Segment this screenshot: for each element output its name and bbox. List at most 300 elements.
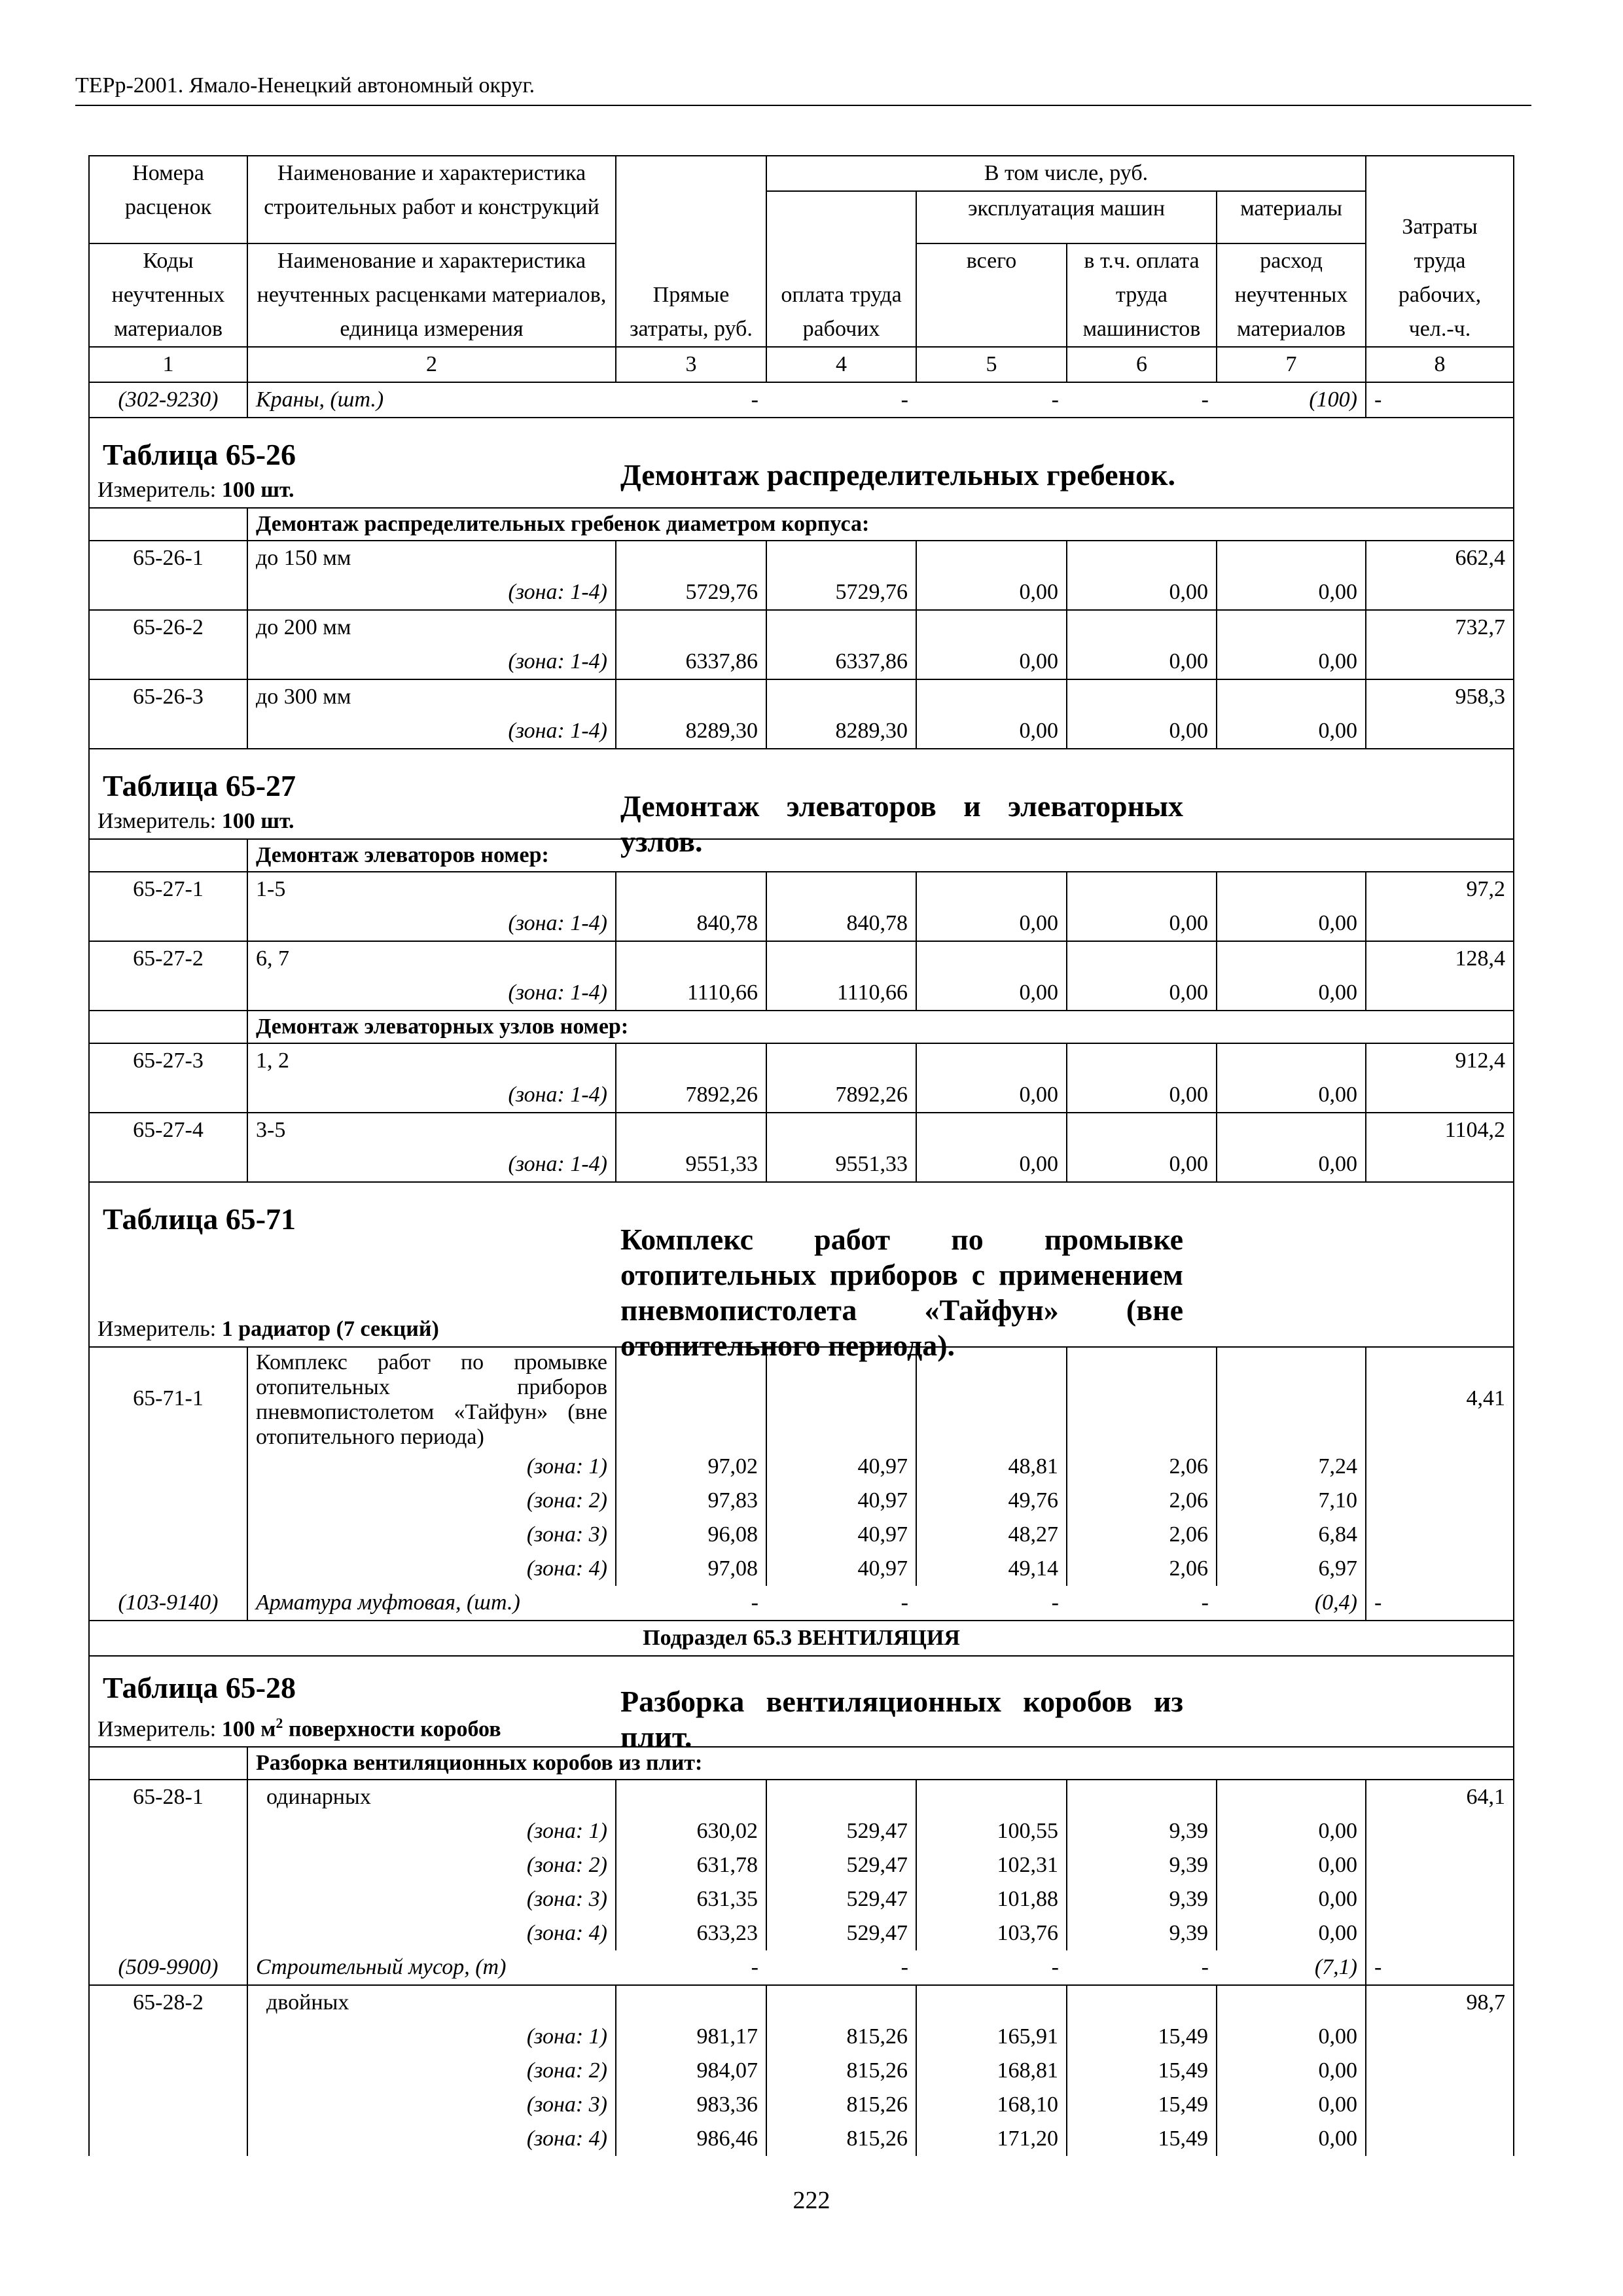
rate-code: 65-27-2 xyxy=(89,941,247,1011)
subsection-title: Подраздел 65.3 ВЕНТИЛЯЦИЯ xyxy=(89,1621,1514,1656)
rate-labor-blank xyxy=(1366,645,1514,679)
measure-value: 100 шт. xyxy=(221,809,294,833)
rate-labor-blank xyxy=(1366,1147,1514,1182)
rate-code: 65-28-2 xyxy=(89,1985,247,2020)
col-num: 7 xyxy=(1217,347,1366,382)
subheading-blank xyxy=(89,839,247,872)
rate-direct: 5729,76 xyxy=(616,575,766,610)
resource-materials: (100) xyxy=(1217,382,1366,418)
rate-operators: 15,49 xyxy=(1067,2088,1217,2122)
resource-row xyxy=(89,1950,1514,1985)
rate-operators: 2,06 xyxy=(1067,1518,1217,1552)
blank-cell xyxy=(1217,541,1366,575)
blank-cell xyxy=(1217,1780,1366,1814)
zone-row xyxy=(89,1882,1514,1916)
resource-code: (302-9230) xyxy=(89,382,247,418)
rate-machines: 0,00 xyxy=(916,645,1067,679)
rate-machines: 48,81 xyxy=(916,1450,1067,1484)
rate-machines: 101,88 xyxy=(916,1882,1067,1916)
subheading-text: Разборка вентиляционных коробов из плит: xyxy=(247,1747,1514,1780)
code-blank xyxy=(89,1882,247,1916)
rate-values-row xyxy=(89,1078,1514,1113)
rate-direct: 8289,30 xyxy=(616,714,766,749)
blank-cell xyxy=(1217,1113,1366,1147)
code-blank xyxy=(89,1450,247,1484)
blank-cell xyxy=(1067,679,1217,714)
blank-cell xyxy=(916,679,1067,714)
header-rule xyxy=(75,105,1531,106)
rate-labor: 1104,2 xyxy=(1366,1113,1514,1147)
rate-row xyxy=(89,610,1514,645)
rate-direct: 97,02 xyxy=(616,1450,766,1484)
rate-materials: 0,00 xyxy=(1217,2054,1366,2088)
table-title-row xyxy=(89,749,1514,804)
table-title: Комплекс работ по промывке отопительных приборов с применением пневмопистолета «Тайфун» (вне отопительного периода). xyxy=(620,1223,1183,1362)
col-labor-pay: оплата труда рабочих xyxy=(766,191,916,347)
rate-direct: 96,08 xyxy=(616,1518,766,1552)
rate-direct: 984,07 xyxy=(616,2054,766,2088)
rate-zone: (зона: 1-4) xyxy=(247,714,616,749)
rate-materials: 0,00 xyxy=(1217,714,1366,749)
blank-cell xyxy=(616,679,766,714)
blank-cell xyxy=(1067,1113,1217,1147)
col-machines: эксплуатация машин xyxy=(916,191,1217,243)
blank-cell xyxy=(766,610,916,645)
rate-direct: 983,36 xyxy=(616,2088,766,2122)
rate-desc: 3-5 xyxy=(247,1113,616,1147)
rate-pay: 840,78 xyxy=(766,906,916,941)
measure-value: 1 радиатор (7 секций) xyxy=(221,1317,439,1341)
rate-operators: 0,00 xyxy=(1067,976,1217,1011)
zone-row xyxy=(89,2088,1514,2122)
subheading-blank xyxy=(89,1011,247,1043)
table-title: Разборка вентиляционных коробов из плит. xyxy=(620,1685,1183,1753)
page-number: 222 xyxy=(793,2187,830,2214)
rate-zone: (зона: 2) xyxy=(247,2054,616,2088)
rate-row xyxy=(89,872,1514,906)
rate-desc: Комплекс работ по промывке отопительных приборов пневмопистолетом «Тайфун» (вне отопительного периода) xyxy=(247,1347,616,1450)
col-num: 4 xyxy=(766,347,916,382)
rate-materials: 0,00 xyxy=(1217,2122,1366,2156)
rate-direct: 7892,26 xyxy=(616,1078,766,1113)
rate-zone: (зона: 1-4) xyxy=(247,976,616,1011)
rate-pay: 40,97 xyxy=(766,1552,916,1586)
rate-materials: 0,00 xyxy=(1217,1814,1366,1848)
rate-materials: 7,10 xyxy=(1217,1484,1366,1518)
rate-machines: 49,76 xyxy=(916,1484,1067,1518)
measure-value: 100 шт. xyxy=(221,478,294,502)
blank-cell xyxy=(916,941,1067,976)
labor-blank xyxy=(1366,2020,1514,2054)
rate-values-row xyxy=(89,1147,1514,1182)
rate-operators: 15,49 xyxy=(1067,2020,1217,2054)
blank-cell xyxy=(1067,610,1217,645)
col-name2: Наименование и характеристика неучтенных расценками материалов, единица измерения xyxy=(247,243,616,347)
rate-labor: 912,4 xyxy=(1366,1043,1514,1078)
rate-zone: (зона: 1-4) xyxy=(247,645,616,679)
rate-zone: (зона: 1) xyxy=(247,2020,616,2054)
code-blank xyxy=(89,2088,247,2122)
rate-values-row xyxy=(89,645,1514,679)
rate-materials: 0,00 xyxy=(1217,2088,1366,2122)
code-blank xyxy=(89,2020,247,2054)
rate-direct: 630,02 xyxy=(616,1814,766,1848)
subheading-text: Демонтаж элеваторных узлов номер: xyxy=(247,1011,1514,1043)
rate-labor: 4,41 xyxy=(1366,1347,1514,1450)
col-incl-operators: в т.ч. оплата труда машинистов xyxy=(1067,243,1217,347)
labor-blank xyxy=(1366,1882,1514,1916)
table-title-row xyxy=(89,1656,1514,1706)
rate-pay: 529,47 xyxy=(766,1916,916,1950)
rate-direct: 986,46 xyxy=(616,2122,766,2156)
blank-cell xyxy=(1217,1043,1366,1078)
rate-operators: 15,49 xyxy=(1067,2122,1217,2156)
rate-pay: 529,47 xyxy=(766,1882,916,1916)
rate-labor: 64,1 xyxy=(1366,1780,1514,1814)
rate-pay: 40,97 xyxy=(766,1450,916,1484)
rate-desc: 1, 2 xyxy=(247,1043,616,1078)
rate-machines: 0,00 xyxy=(916,575,1067,610)
code-blank xyxy=(89,1552,247,1586)
resource-name: Краны, (шт.) xyxy=(247,382,616,418)
resource-machines: - xyxy=(1051,387,1059,412)
resource-code: (509-9900) xyxy=(89,1950,247,1985)
table-name: Таблица 65-26 xyxy=(103,438,296,471)
rate-operators: 9,39 xyxy=(1067,1882,1217,1916)
rate-labor: 97,2 xyxy=(1366,872,1514,906)
labor-blank xyxy=(1366,1450,1514,1484)
rate-machines: 49,14 xyxy=(916,1552,1067,1586)
zone-row xyxy=(89,1916,1514,1950)
rate-zone: (зона: 4) xyxy=(247,1916,616,1950)
rate-machines: 0,00 xyxy=(916,714,1067,749)
rate-machines: 103,76 xyxy=(916,1916,1067,1950)
resource-labor: - xyxy=(1366,1950,1514,1985)
resource-labor: - xyxy=(1366,382,1514,418)
col-num: 6 xyxy=(1067,347,1217,382)
rate-machines: 102,31 xyxy=(916,1848,1067,1882)
resource-operators: - xyxy=(1201,387,1209,412)
rate-labor: 732,7 xyxy=(1366,610,1514,645)
subheading-blank xyxy=(89,508,247,541)
rate-machines: 0,00 xyxy=(916,1147,1067,1182)
rate-zone: (зона: 2) xyxy=(247,1848,616,1882)
subheading-text: Демонтаж распределительных гребенок диаметром корпуса: xyxy=(247,508,1514,541)
rate-materials: 0,00 xyxy=(1217,1078,1366,1113)
rate-machines: 168,10 xyxy=(916,2088,1067,2122)
blank-cell xyxy=(766,872,916,906)
blank-cell xyxy=(1217,679,1366,714)
rate-labor: 958,3 xyxy=(1366,679,1514,714)
rate-materials: 0,00 xyxy=(1217,575,1366,610)
blank-cell xyxy=(1217,1985,1366,2020)
blank-cell xyxy=(616,1113,766,1147)
rate-machines: 48,27 xyxy=(916,1518,1067,1552)
resource-pay: - xyxy=(901,1590,908,1615)
resource-materials: (0,4) xyxy=(1217,1586,1366,1621)
code-blank xyxy=(89,1484,247,1518)
subheading-row xyxy=(89,1011,1514,1043)
rate-operators: 2,06 xyxy=(1067,1450,1217,1484)
resource-machines: - xyxy=(1051,1590,1059,1615)
rate-labor-blank xyxy=(1366,714,1514,749)
resource-row xyxy=(89,382,1514,418)
blank-cell xyxy=(1217,872,1366,906)
blank-cell xyxy=(616,610,766,645)
col-incl: В том числе, руб. xyxy=(766,156,1366,191)
subheading-text: Демонтаж элеваторов номер: xyxy=(247,839,1514,872)
rate-labor: 98,7 xyxy=(1366,1985,1514,2020)
code-blank xyxy=(89,1814,247,1848)
col-num: 8 xyxy=(1366,347,1514,382)
rate-materials: 0,00 xyxy=(1217,1882,1366,1916)
table-title-row xyxy=(89,418,1514,473)
code-blank xyxy=(89,2054,247,2088)
rate-pay: 6337,86 xyxy=(766,645,916,679)
rate-zone: (зона: 1) xyxy=(247,1814,616,1848)
measure-value-tail: поверхности коробов xyxy=(283,1717,501,1742)
rate-row xyxy=(89,1780,1514,1814)
col-num: 5 xyxy=(916,347,1067,382)
rate-machines: 0,00 xyxy=(916,976,1067,1011)
rate-zone: (зона: 1-4) xyxy=(247,906,616,941)
rate-materials: 0,00 xyxy=(1217,1916,1366,1950)
rate-materials: 0,00 xyxy=(1217,976,1366,1011)
zone-row xyxy=(89,1552,1514,1586)
zone-row xyxy=(89,1848,1514,1882)
rate-row xyxy=(89,679,1514,714)
col-rate-numbers: Номера расценок xyxy=(89,156,247,243)
rate-code: 65-27-4 xyxy=(89,1113,247,1182)
zone-row xyxy=(89,2122,1514,2156)
rate-zone: (зона: 3) xyxy=(247,1882,616,1916)
blank-cell xyxy=(766,1043,916,1078)
labor-blank xyxy=(1366,1916,1514,1950)
table-body xyxy=(89,156,1514,2156)
rate-direct: 981,17 xyxy=(616,2020,766,2054)
table-title: Демонтаж распределительных гребенок. xyxy=(620,458,1176,492)
blank-cell xyxy=(616,541,766,575)
header-row xyxy=(89,156,1514,191)
blank-cell xyxy=(1067,872,1217,906)
zone-row xyxy=(89,1450,1514,1484)
blank-cell xyxy=(1217,941,1366,976)
rate-materials: 6,97 xyxy=(1217,1552,1366,1586)
table-title-row xyxy=(89,1182,1514,1312)
resource-machines: - xyxy=(1051,1955,1059,1980)
rate-machines: 0,00 xyxy=(916,1078,1067,1113)
resource-pay: - xyxy=(901,387,908,412)
labor-blank xyxy=(1366,1518,1514,1552)
labor-blank xyxy=(1366,1484,1514,1518)
zone-row xyxy=(89,2020,1514,2054)
blank-cell xyxy=(916,1043,1067,1078)
rate-machines: 0,00 xyxy=(916,906,1067,941)
blank-cell xyxy=(916,1113,1067,1147)
rate-pay: 529,47 xyxy=(766,1848,916,1882)
rate-labor: 662,4 xyxy=(1366,541,1514,575)
resource-operators: - xyxy=(1201,1590,1209,1615)
blank-cell xyxy=(1217,610,1366,645)
table-name: Таблица 65-28 xyxy=(103,1671,296,1704)
col-total: всего xyxy=(916,243,1067,347)
resource-direct: - xyxy=(751,1955,758,1980)
col-num: 3 xyxy=(616,347,766,382)
blank-cell xyxy=(916,872,1067,906)
col-materials: материалы xyxy=(1217,191,1366,243)
rate-pay: 815,26 xyxy=(766,2122,916,2156)
rate-operators: 2,06 xyxy=(1067,1484,1217,1518)
blank-cell xyxy=(1067,941,1217,976)
rate-desc: 1-5 xyxy=(247,872,616,906)
rate-direct: 631,78 xyxy=(616,1848,766,1882)
blank-cell xyxy=(1067,1780,1217,1814)
rate-zone: (зона: 1) xyxy=(247,1450,616,1484)
rate-values-row xyxy=(89,976,1514,1011)
rate-materials: 7,24 xyxy=(1217,1450,1366,1484)
resource-operators: - xyxy=(1201,1955,1209,1980)
labor-blank xyxy=(1366,2122,1514,2156)
col-num: 2 xyxy=(247,347,616,382)
rate-values-row xyxy=(89,714,1514,749)
resource-pay: - xyxy=(901,1955,908,1980)
measure-value: 100 м xyxy=(221,1717,276,1742)
blank-cell xyxy=(766,941,916,976)
rate-pay: 9551,33 xyxy=(766,1147,916,1182)
rate-desc: до 300 мм xyxy=(247,679,616,714)
blank-cell xyxy=(916,1780,1067,1814)
rate-row xyxy=(89,1985,1514,2020)
rate-machines: 168,81 xyxy=(916,2054,1067,2088)
rate-pay: 1110,66 xyxy=(766,976,916,1011)
rate-pay: 7892,26 xyxy=(766,1078,916,1113)
labor-blank xyxy=(1366,1814,1514,1848)
blank-cell xyxy=(616,872,766,906)
labor-blank xyxy=(1366,2088,1514,2122)
rate-zone: (зона: 1-4) xyxy=(247,575,616,610)
rate-operators: 0,00 xyxy=(1067,645,1217,679)
rate-code: 65-27-1 xyxy=(89,872,247,941)
blank-cell xyxy=(916,610,1067,645)
code-blank xyxy=(89,1848,247,1882)
rate-materials: 0,00 xyxy=(1217,906,1366,941)
blank-cell xyxy=(916,541,1067,575)
rate-zone: (зона: 4) xyxy=(247,1552,616,1586)
rate-operators: 0,00 xyxy=(1067,1147,1217,1182)
rate-pay: 40,97 xyxy=(766,1484,916,1518)
rate-pay: 815,26 xyxy=(766,2054,916,2088)
col-name: Наименование и характеристика строительных работ и конструкций xyxy=(247,156,616,243)
rate-code: 65-26-2 xyxy=(89,610,247,679)
rate-direct: 633,23 xyxy=(616,1916,766,1950)
rate-zone: (зона: 2) xyxy=(247,1484,616,1518)
table-name: Таблица 65-27 xyxy=(103,769,296,802)
rate-labor: 128,4 xyxy=(1366,941,1514,976)
table-title: Демонтаж элеваторов и элеваторных узлов. xyxy=(620,789,1183,858)
blank-cell xyxy=(1067,1985,1217,2020)
blank-cell xyxy=(1067,1043,1217,1078)
rate-code: 65-26-1 xyxy=(89,541,247,610)
rate-materials: 0,00 xyxy=(1217,1848,1366,1882)
rate-direct: 9551,33 xyxy=(616,1147,766,1182)
resource-name: Арматура муфтовая, (шт.) xyxy=(247,1586,616,1621)
blank-cell xyxy=(766,679,916,714)
measure-label: Измеритель: xyxy=(98,1717,217,1742)
rate-operators: 15,49 xyxy=(1067,2054,1217,2088)
rate-machines: 165,91 xyxy=(916,2020,1067,2054)
rate-pay: 815,26 xyxy=(766,2088,916,2122)
blank-cell xyxy=(766,1113,916,1147)
rates-table xyxy=(88,155,1514,2156)
rate-materials: 0,00 xyxy=(1217,2020,1366,2054)
rate-materials: 0,00 xyxy=(1217,645,1366,679)
rate-operators: 9,39 xyxy=(1067,1848,1217,1882)
resource-materials: (7,1) xyxy=(1217,1950,1366,1985)
rate-code: 65-26-3 xyxy=(89,679,247,749)
zone-row xyxy=(89,2054,1514,2088)
rate-zone: (зона: 3) xyxy=(247,2088,616,2122)
rate-desc: 6, 7 xyxy=(247,941,616,976)
rate-code: 65-28-1 xyxy=(89,1780,247,1814)
rate-pay: 40,97 xyxy=(766,1518,916,1552)
col-labor: Затраты труда рабочих, чел.-ч. xyxy=(1366,156,1514,347)
rate-direct: 6337,86 xyxy=(616,645,766,679)
rate-labor-blank xyxy=(1366,575,1514,610)
col-mat-usage: расход неучтенных материалов xyxy=(1217,243,1366,347)
subheading-blank xyxy=(89,1747,247,1780)
zone-row xyxy=(89,1484,1514,1518)
blank-cell xyxy=(616,1985,766,2020)
rate-row xyxy=(89,541,1514,575)
labor-blank xyxy=(1366,1552,1514,1586)
rate-pay: 5729,76 xyxy=(766,575,916,610)
blank-cell xyxy=(616,1043,766,1078)
rate-direct: 97,83 xyxy=(616,1484,766,1518)
rate-materials: 0,00 xyxy=(1217,1147,1366,1182)
rate-labor-blank xyxy=(1366,1078,1514,1113)
labor-blank xyxy=(1366,2054,1514,2088)
blank-cell xyxy=(1217,1347,1366,1450)
rate-desc: до 200 мм xyxy=(247,610,616,645)
resource-labor: - xyxy=(1366,1586,1514,1621)
subheading-row xyxy=(89,508,1514,541)
rate-desc: одинарных xyxy=(247,1780,616,1814)
rate-labor-blank xyxy=(1366,976,1514,1011)
rate-desc: двойных xyxy=(247,1985,616,2020)
zone-row xyxy=(89,1814,1514,1848)
rate-values-row xyxy=(89,575,1514,610)
rate-operators: 0,00 xyxy=(1067,1078,1217,1113)
blank-cell xyxy=(766,541,916,575)
running-header: ТЕРр-2001. Ямало-Ненецкий автономный округ. xyxy=(75,73,535,98)
rate-code: 65-71-1 xyxy=(89,1347,247,1450)
measure-label: Измеритель: xyxy=(98,809,217,833)
rate-operators: 2,06 xyxy=(1067,1552,1217,1586)
blank-cell xyxy=(766,1985,916,2020)
rate-desc: до 150 мм xyxy=(247,541,616,575)
labor-blank xyxy=(1366,1848,1514,1882)
rate-operators: 9,39 xyxy=(1067,1814,1217,1848)
rate-labor-blank xyxy=(1366,906,1514,941)
rate-values-row xyxy=(89,906,1514,941)
rate-pay: 8289,30 xyxy=(766,714,916,749)
column-numbers-row xyxy=(89,347,1514,382)
rate-direct: 1110,66 xyxy=(616,976,766,1011)
rate-row xyxy=(89,941,1514,976)
resource-row xyxy=(89,1586,1514,1621)
measure-label: Измеритель: xyxy=(98,478,217,502)
rate-row xyxy=(89,1113,1514,1147)
